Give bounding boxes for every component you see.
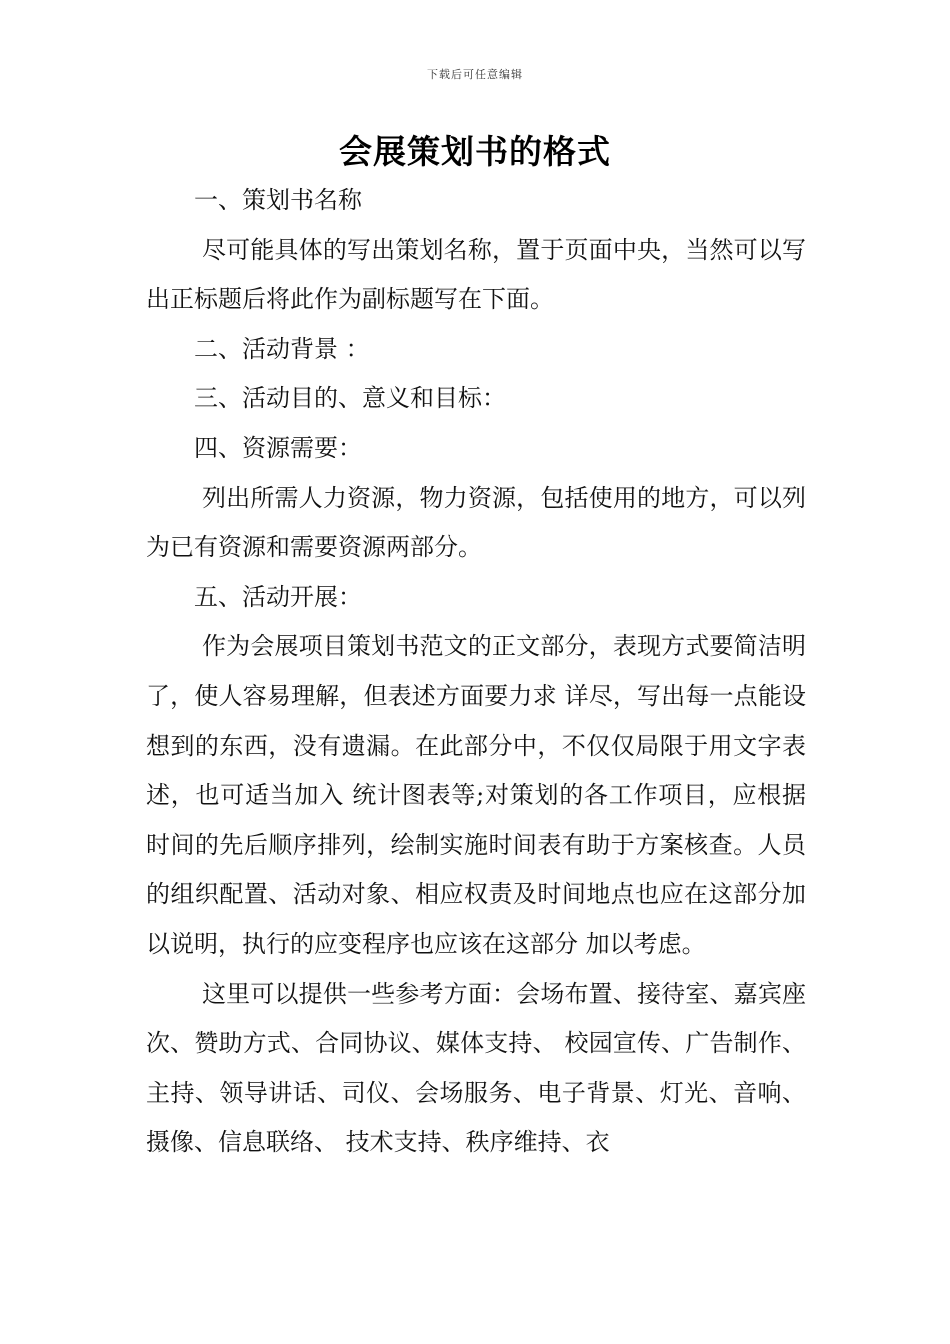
document-body — [146, 176, 814, 1168]
section-heading-activity: 五、活动开展： — [194, 582, 362, 611]
paragraph-resources: 列出所需人力资源，物力资源，包括使用的地方，可以列为已有资源和需要资源两部分。 — [146, 483, 806, 562]
paragraph-activity-reference: 这里可以提供一些参考方面：会场布置、接待室、嘉宾座次、赞助方式、合同协议、媒体支持、 校园宣传、广告制作、主持、领导讲话、司仪、会场服务、电子背景、灯光、音响、摄像、信息联络、 技术支持、秩序维持、衣 — [146, 979, 806, 1157]
section-heading-resources: 四、资源需要： — [194, 433, 362, 462]
section-heading-background: 二、活动背景 ： — [194, 334, 370, 363]
paragraph-activity-main: 作为会展项目策划书范文的正文部分，表现方式要简洁明了，使人容易理解，但表述方面要力求 详尽，写出每一点能设想到的东西，没有遗漏。在此部分中，不仅仅局限于用文字表述，也可适当加入 统计图表等;对策划的各工作项目，应根据时间的先后顺序排列，绘制实施时间表有助于方案核查。人员 的组织配置、活动对象、相应权责及时间地点也应在这部分加以说明，执行的应变程序也应该在这部分 加以考虑。 — [146, 632, 814, 958]
section-heading-name: 一、策划书名称 — [194, 186, 362, 214]
document-title: 会展策划书的格式 — [339, 132, 611, 171]
paragraph-name: 尽可能具体的写出策划名称，置于页面中央，当然可以写出正标题后将此作为副标题写在下面。 — [146, 235, 806, 314]
section-heading-purpose: 三、活动目的、意义和目标： — [194, 384, 506, 413]
header-note: 下载后可任意编辑 — [427, 68, 523, 81]
